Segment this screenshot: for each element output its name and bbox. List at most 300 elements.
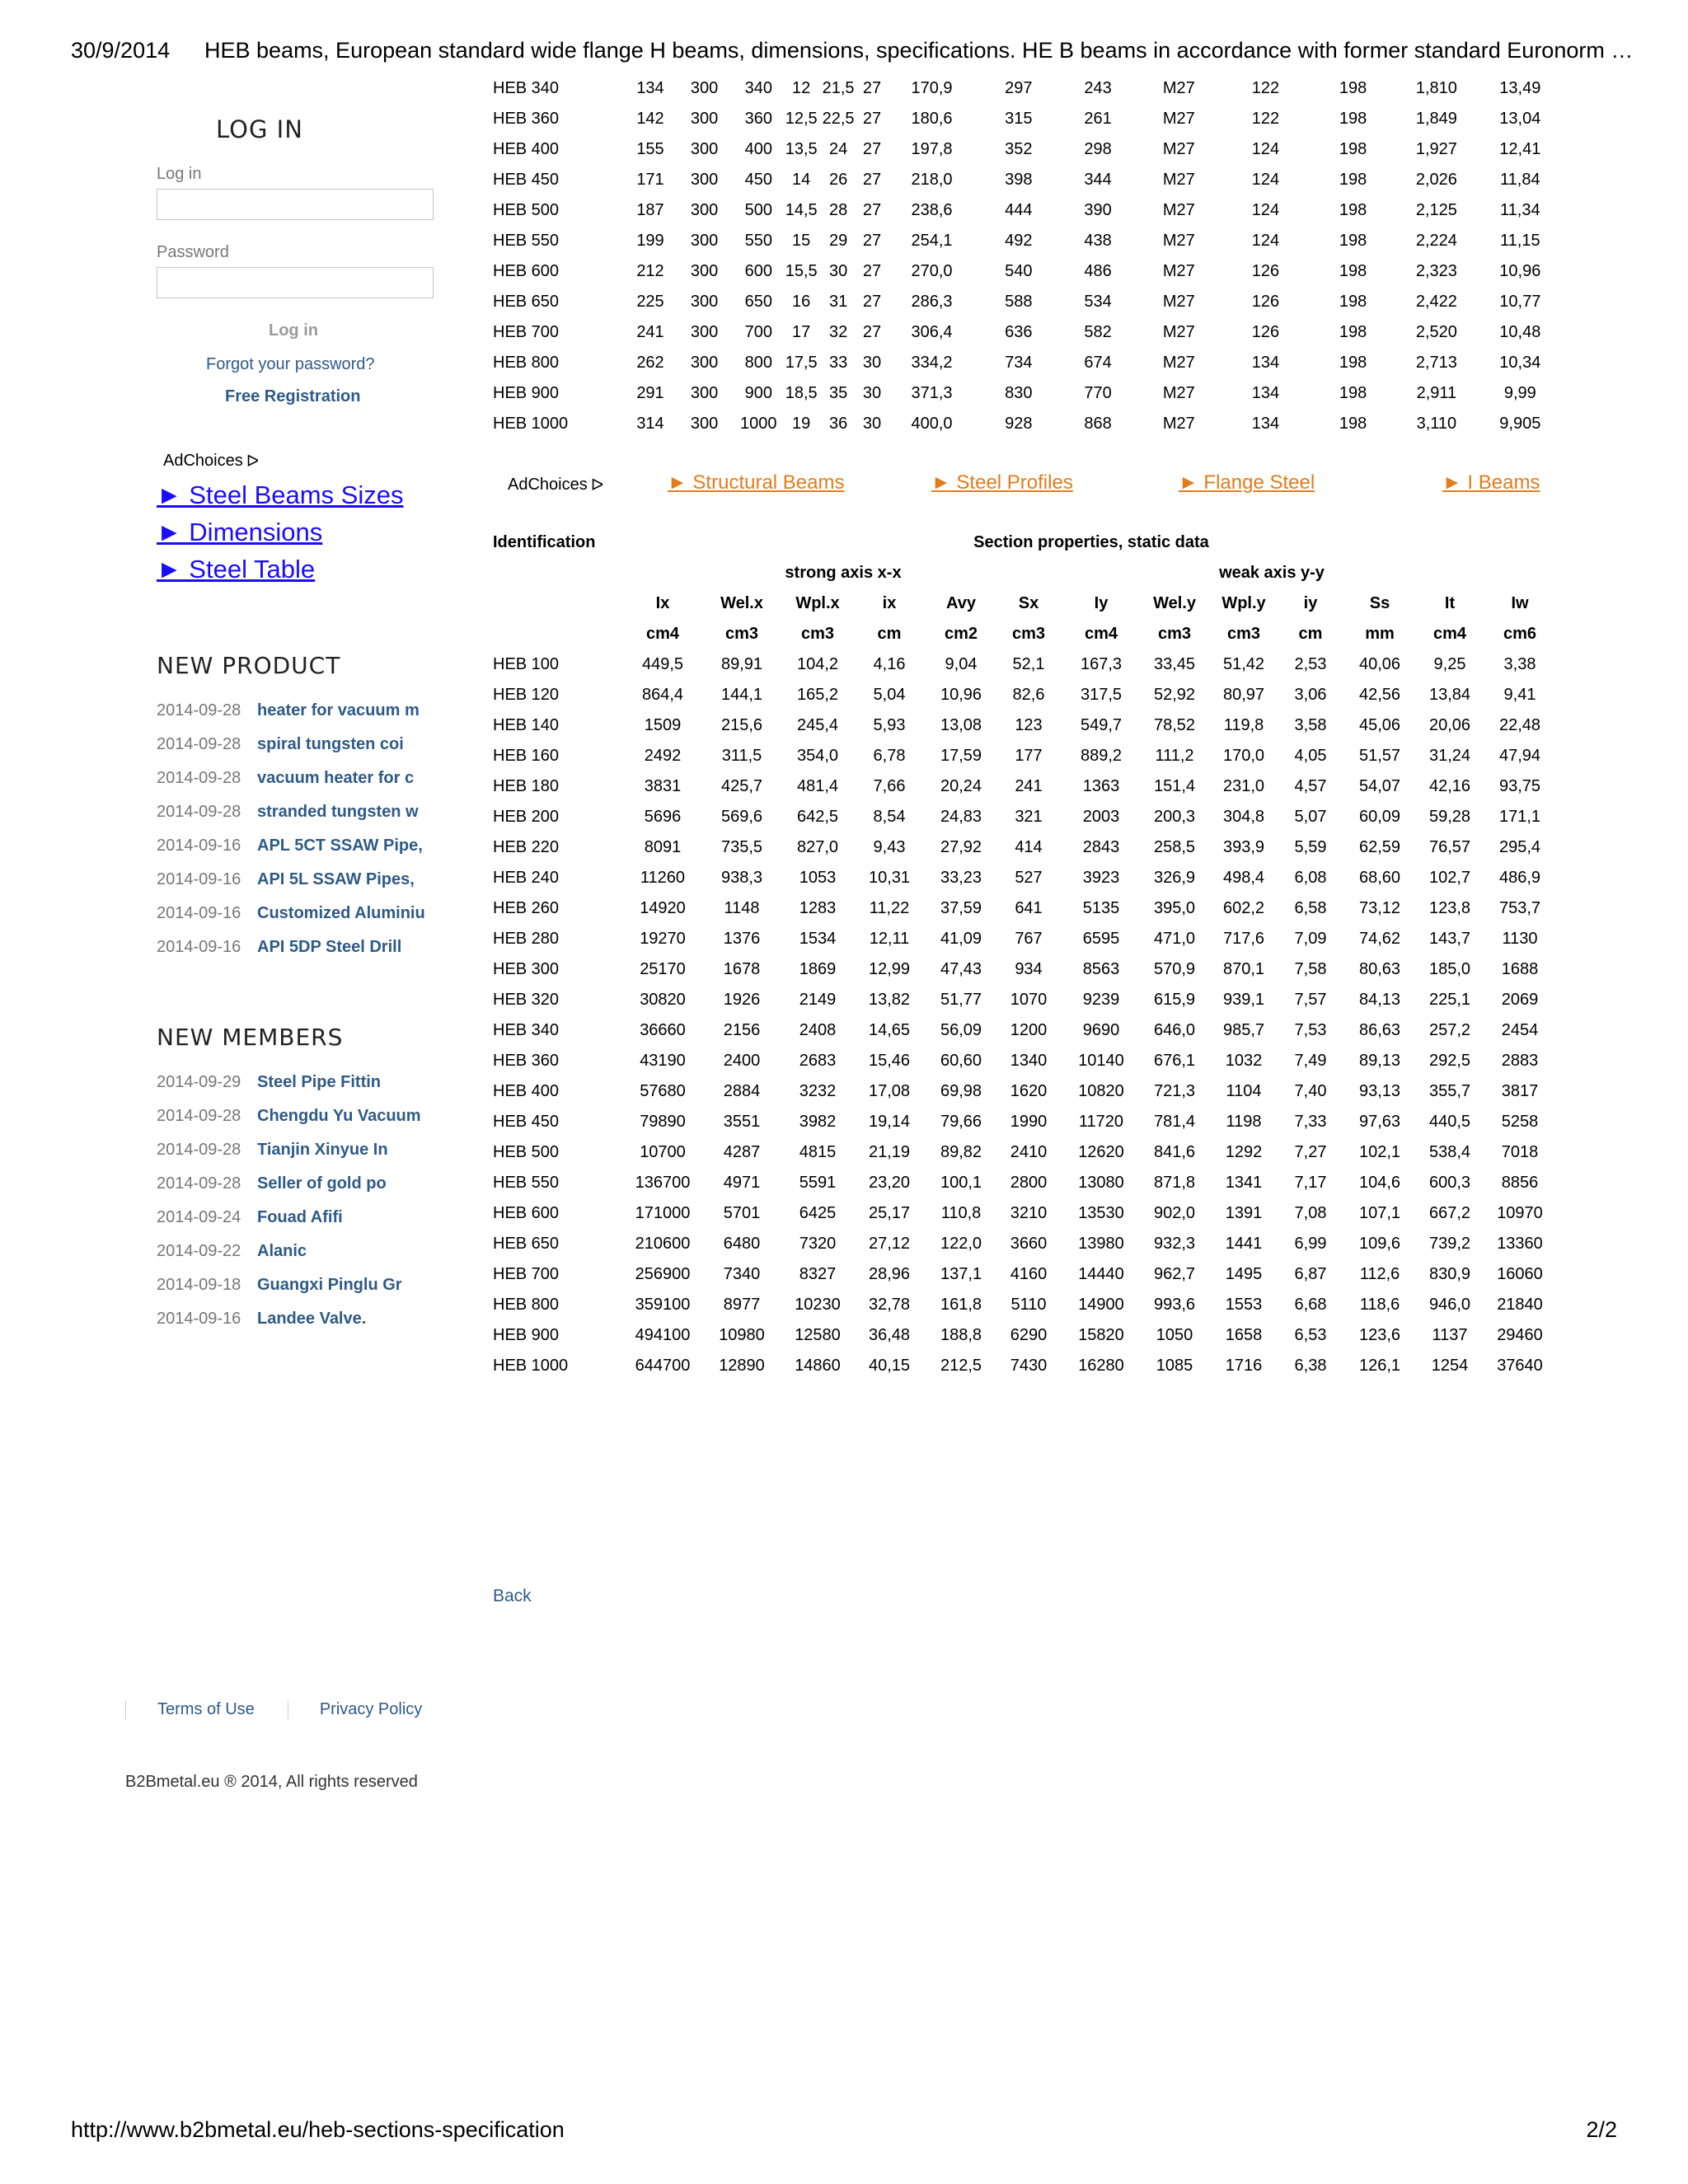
table-cell: 6,78 xyxy=(873,747,906,765)
section-name-cell: HEB 500 xyxy=(493,1143,560,1161)
table-cell: 3,38 xyxy=(1503,655,1536,673)
table-cell: 12580 xyxy=(795,1326,841,1344)
table-cell: 167,3 xyxy=(1080,655,1123,673)
table-cell: 5,07 xyxy=(1294,808,1327,826)
table-cell: 300 xyxy=(690,415,719,433)
table-cell: 5258 xyxy=(1501,1113,1539,1131)
table-cell: 7,53 xyxy=(1294,1021,1327,1039)
list-item xyxy=(157,1133,437,1167)
table-cell: 7018 xyxy=(1501,1143,1539,1161)
table-cell: 13530 xyxy=(1078,1204,1124,1222)
table-cell: 51,57 xyxy=(1358,747,1401,765)
table-row xyxy=(493,1137,1558,1168)
table-cell: 1376 xyxy=(723,930,761,948)
table-cell: 395,0 xyxy=(1153,899,1196,917)
section-name-cell: HEB 320 xyxy=(493,991,560,1009)
table-cell: 143,7 xyxy=(1428,930,1471,948)
news-title-link[interactable]: API 5L SSAW Pipes, xyxy=(257,870,415,888)
table-cell: 30 xyxy=(828,262,848,280)
table-cell: 79890 xyxy=(640,1113,686,1131)
section-name-cell: HEB 450 xyxy=(493,1113,560,1131)
table-cell: 3,06 xyxy=(1294,686,1327,704)
table-cell: 4971 xyxy=(723,1174,761,1192)
table-cell: 7,40 xyxy=(1294,1082,1327,1100)
ad-link-dimensions[interactable]: ► Dimensions xyxy=(157,518,323,546)
table-cell: 119,8 xyxy=(1223,716,1264,734)
table-cell: 7,58 xyxy=(1294,960,1327,978)
table-cell: 10700 xyxy=(640,1143,686,1161)
table-cell: 864,4 xyxy=(641,686,684,704)
table-cell: 36660 xyxy=(640,1021,686,1039)
forgot-password-link[interactable]: Forgot your password? xyxy=(206,355,375,373)
table-cell: 198 xyxy=(1339,171,1367,189)
table-cell: 124 xyxy=(1251,201,1280,219)
table-cell: 3660 xyxy=(1010,1235,1048,1253)
table-cell: 355,7 xyxy=(1428,1082,1471,1100)
table-cell: 69,98 xyxy=(940,1082,982,1100)
table-cell: 170,9 xyxy=(911,79,953,97)
news-title-link[interactable]: Landee Valve. xyxy=(257,1310,367,1328)
table-cell: 136700 xyxy=(635,1174,691,1192)
ad-link-i-beams[interactable]: ► I Beams xyxy=(1442,471,1540,494)
table-cell: 10820 xyxy=(1078,1082,1124,1100)
table-cell: 1688 xyxy=(1501,960,1539,978)
table-cell: 1441 xyxy=(1225,1235,1263,1253)
table-cell: 134 xyxy=(636,79,664,97)
table-cell: 642,5 xyxy=(796,808,839,826)
news-date: 2014-09-22 xyxy=(157,1242,241,1260)
table-cell: 257,2 xyxy=(1428,1021,1471,1039)
table-cell: 676,1 xyxy=(1153,1052,1196,1070)
weak-axis-header: weak axis y-y xyxy=(1219,564,1325,582)
news-title-link[interactable]: vacuum heater for c xyxy=(257,769,415,787)
adchoices-badge[interactable] xyxy=(163,451,259,471)
table-cell: 270,0 xyxy=(911,262,953,280)
table-cell: 13,82 xyxy=(868,991,911,1009)
column-unit: cm4 xyxy=(1084,625,1118,643)
section-name-cell: HEB 260 xyxy=(493,899,560,917)
table-cell: 10230 xyxy=(795,1296,841,1314)
table-cell: 5696 xyxy=(644,808,682,826)
table-cell: 258,5 xyxy=(1153,838,1196,856)
table-cell: 7,08 xyxy=(1294,1204,1327,1222)
table-cell: 9,41 xyxy=(1503,686,1536,704)
table-cell: 2454 xyxy=(1501,1021,1539,1039)
table-cell: 124 xyxy=(1251,232,1280,250)
table-cell: 3,110 xyxy=(1416,415,1457,433)
ad-link-structural-beams[interactable]: ► Structural Beams xyxy=(668,471,845,494)
column-unit: cm6 xyxy=(1503,625,1537,643)
news-title-link[interactable]: Tianjin Xinyue In xyxy=(257,1141,388,1159)
table-row xyxy=(493,710,1558,741)
table-cell: 24,83 xyxy=(940,808,982,826)
table-cell: 17,5 xyxy=(785,354,818,372)
table-cell: 9,99 xyxy=(1503,384,1536,402)
table-cell: 306,4 xyxy=(911,323,953,341)
news-title-link[interactable]: stranded tungsten w xyxy=(257,803,419,821)
news-title-link[interactable]: API 5DP Steel Drill xyxy=(257,938,402,956)
section-name-cell: HEB 120 xyxy=(493,686,560,704)
table-row xyxy=(493,348,1564,378)
table-cell: 1053 xyxy=(799,869,837,887)
print-date: 30/9/2014 xyxy=(71,38,171,63)
axis-header-row xyxy=(493,558,1558,588)
table-cell: M27 xyxy=(1162,262,1195,280)
table-cell: 498,4 xyxy=(1222,869,1265,887)
table-cell: 1,810 xyxy=(1415,79,1457,97)
table-cell: 47,94 xyxy=(1498,747,1541,765)
table-cell: 52,92 xyxy=(1153,686,1196,704)
table-cell: 6,99 xyxy=(1294,1235,1327,1253)
table-cell: 11,22 xyxy=(869,899,910,917)
table-cell: 1363 xyxy=(1082,777,1120,795)
column-symbol: Wpl.y xyxy=(1221,594,1266,612)
table-cell: 27 xyxy=(862,79,882,97)
table-cell: 4287 xyxy=(723,1143,761,1161)
table-cell: 212 xyxy=(636,262,664,280)
news-title-link[interactable]: Seller of gold po xyxy=(257,1174,387,1193)
table-cell: 54,07 xyxy=(1358,777,1401,795)
free-registration-link[interactable]: Free Registration xyxy=(225,387,361,405)
table-cell: 9239 xyxy=(1082,991,1120,1009)
table-cell: M27 xyxy=(1162,140,1195,158)
table-cell: 1926 xyxy=(723,991,761,1009)
table-cell: 1341 xyxy=(1225,1174,1263,1192)
table-cell: 486 xyxy=(1084,262,1112,280)
column-symbol: Iy xyxy=(1094,594,1109,612)
section-name-cell: HEB 340 xyxy=(493,1021,560,1039)
table-cell: 1000 xyxy=(740,415,777,433)
table-cell: 2800 xyxy=(1010,1174,1048,1192)
table-cell: 390 xyxy=(1084,201,1112,219)
table-cell: 344 xyxy=(1084,171,1112,189)
table-cell: 3551 xyxy=(723,1113,761,1131)
table-cell: 1104 xyxy=(1226,1082,1262,1100)
table-cell: 1553 xyxy=(1225,1296,1263,1314)
table-cell: 142 xyxy=(636,110,664,128)
table-row xyxy=(493,863,1558,893)
table-row xyxy=(493,73,1564,104)
table-cell: 9,43 xyxy=(873,838,906,856)
table-cell: 7,17 xyxy=(1294,1174,1327,1192)
table-cell: 123,6 xyxy=(1358,1326,1401,1344)
table-cell: 30820 xyxy=(640,991,686,1009)
table-row xyxy=(493,195,1564,226)
table-cell: 33,45 xyxy=(1153,655,1196,673)
table-cell: 5,59 xyxy=(1294,838,1327,856)
news-title-link[interactable]: Steel Pipe Fittin xyxy=(257,1073,382,1091)
new-product-title: NEW PRODUCT xyxy=(157,652,341,679)
table-cell: 124 xyxy=(1251,171,1280,189)
table-cell: 185,0 xyxy=(1428,960,1471,978)
news-title-link[interactable]: Guangxi Pinglu Gr xyxy=(257,1276,402,1294)
table-cell: 122 xyxy=(1251,79,1280,97)
dimensions-table xyxy=(493,73,1564,439)
news-title-link[interactable]: Customized Aluminiu xyxy=(257,904,425,922)
table-cell: 199 xyxy=(636,232,664,250)
table-cell: 300 xyxy=(690,232,719,250)
table-cell: 11260 xyxy=(640,869,686,887)
table-cell: 7,27 xyxy=(1294,1143,1327,1161)
table-cell: 326,9 xyxy=(1153,869,1196,887)
table-cell: 340 xyxy=(744,79,772,97)
table-cell: 2,53 xyxy=(1294,655,1327,673)
table-cell: 36 xyxy=(828,415,848,433)
table-cell: 2408 xyxy=(799,1021,837,1039)
section-name-cell: HEB 300 xyxy=(493,960,560,978)
table-cell: 1148 xyxy=(724,899,760,917)
privacy-policy-link[interactable]: Privacy Policy xyxy=(319,1700,423,1718)
table-cell: 1391 xyxy=(1225,1204,1263,1222)
footer-divider xyxy=(125,1701,126,1719)
table-cell: 9,905 xyxy=(1499,415,1541,433)
table-cell: 80,63 xyxy=(1358,960,1401,978)
table-cell: 23,20 xyxy=(868,1174,911,1192)
table-cell: M27 xyxy=(1162,415,1195,433)
table-cell: 928 xyxy=(1005,415,1033,433)
table-cell: 118,6 xyxy=(1359,1296,1400,1314)
table-cell: 6480 xyxy=(723,1235,761,1253)
table-cell: 126 xyxy=(1251,293,1280,311)
section-name-cell: HEB 1000 xyxy=(493,1357,569,1375)
table-cell: 27,92 xyxy=(940,838,982,856)
table-cell: 68,60 xyxy=(1358,869,1401,887)
table-cell: 717,6 xyxy=(1222,930,1265,948)
table-cell: 5,93 xyxy=(873,716,906,734)
table-cell: 2492 xyxy=(644,747,682,765)
section-name-cell: HEB 400 xyxy=(493,1082,560,1100)
list-item xyxy=(157,1201,437,1235)
table-row xyxy=(493,771,1558,802)
table-cell: 15820 xyxy=(1078,1326,1124,1344)
table-cell: 104,6 xyxy=(1358,1174,1401,1192)
table-cell: 215,6 xyxy=(720,716,763,734)
news-title-link[interactable]: Fouad Afifi xyxy=(257,1208,343,1226)
table-cell: 76,57 xyxy=(1428,838,1471,856)
table-cell: 13360 xyxy=(1497,1235,1543,1253)
ad-link-steel-table[interactable]: ► Steel Table xyxy=(157,555,316,583)
table-row xyxy=(493,226,1564,256)
table-cell: 11,34 xyxy=(1500,201,1540,219)
list-item xyxy=(157,897,437,930)
table-cell: 1085 xyxy=(1156,1357,1193,1375)
table-cell: 21840 xyxy=(1497,1296,1543,1314)
table-cell: 674 xyxy=(1084,354,1112,372)
table-cell: 1534 xyxy=(799,930,837,948)
table-cell: 6,38 xyxy=(1294,1357,1327,1375)
table-cell: 1292 xyxy=(1225,1143,1263,1161)
table-cell: 7,09 xyxy=(1294,930,1327,948)
table-cell: 321 xyxy=(1015,808,1043,826)
column-symbol: iy xyxy=(1303,594,1318,612)
login-title: LOG IN xyxy=(216,115,303,143)
footer-links xyxy=(125,1700,455,1719)
login-input[interactable] xyxy=(157,189,434,220)
table-row xyxy=(493,893,1558,924)
password-label: Password xyxy=(157,243,229,261)
news-title-link[interactable]: APL 5CT SSAW Pipe, xyxy=(257,837,423,855)
table-cell: 56,09 xyxy=(940,1021,982,1039)
table-cell: 902,0 xyxy=(1153,1204,1196,1222)
table-cell: 2069 xyxy=(1501,991,1539,1009)
back-link[interactable]: Back xyxy=(493,1586,532,1605)
news-title-link[interactable]: heater for vacuum m xyxy=(257,701,420,719)
news-title-link[interactable]: spiral tungsten coi xyxy=(257,735,404,753)
table-cell: 37,59 xyxy=(940,899,982,917)
table-cell: 3923 xyxy=(1082,869,1120,887)
table-cell: 314 xyxy=(636,415,664,433)
table-cell: 123,8 xyxy=(1428,899,1471,917)
table-cell: 13,04 xyxy=(1499,110,1541,128)
table-cell: 11,15 xyxy=(1500,232,1540,250)
table-cell: 13,08 xyxy=(940,716,982,734)
ad-link-steel-beams-sizes[interactable]: ► Steel Beams Sizes xyxy=(157,480,404,509)
table-cell: 471,0 xyxy=(1153,930,1196,948)
table-cell: 41,09 xyxy=(940,930,982,948)
table-cell: 13,84 xyxy=(1428,686,1471,704)
table-cell: 26 xyxy=(828,171,848,189)
table-cell: 3232 xyxy=(799,1082,837,1100)
section-name-cell: HEB 450 xyxy=(493,171,560,189)
table-cell: 104,2 xyxy=(796,655,839,673)
news-date: 2014-09-28 xyxy=(157,735,241,753)
table-cell: 2156 xyxy=(723,1021,761,1039)
table-cell: 352 xyxy=(1005,140,1033,158)
table-cell: 295,4 xyxy=(1498,838,1541,856)
table-cell: 60,09 xyxy=(1358,808,1401,826)
table-cell: 19 xyxy=(792,415,811,433)
section-name-cell: HEB 220 xyxy=(493,838,560,856)
news-title-link[interactable]: Alanic xyxy=(257,1242,307,1260)
list-item xyxy=(157,1066,437,1099)
table-cell: 300 xyxy=(690,79,719,97)
section-name-cell: HEB 600 xyxy=(493,1204,560,1222)
table-cell: M27 xyxy=(1162,201,1195,219)
table-cell: 198 xyxy=(1339,323,1367,341)
table-cell: 171,1 xyxy=(1498,808,1541,826)
table-cell: M27 xyxy=(1162,293,1195,311)
table-cell: 582 xyxy=(1084,323,1112,341)
table-cell: 2884 xyxy=(723,1082,761,1100)
column-unit: cm xyxy=(877,625,902,643)
table-cell: 89,82 xyxy=(940,1143,982,1161)
ad-link-flange-steel[interactable]: ► Flange Steel xyxy=(1179,471,1315,494)
table-cell: 218,0 xyxy=(911,171,953,189)
login-button[interactable]: Log in xyxy=(269,321,318,340)
table-cell: 1869 xyxy=(799,960,837,978)
table-cell: 126,1 xyxy=(1358,1357,1401,1375)
table-cell: 16280 xyxy=(1078,1357,1124,1375)
column-symbol: Avy xyxy=(946,594,976,612)
column-symbol: Wpl.x xyxy=(795,594,840,612)
table-cell: 450 xyxy=(744,171,772,189)
table-row xyxy=(493,985,1558,1015)
table-cell: 29460 xyxy=(1497,1326,1543,1344)
table-cell: 16060 xyxy=(1497,1265,1543,1283)
table-cell: 89,13 xyxy=(1358,1052,1401,1070)
section-name-cell: HEB 500 xyxy=(493,201,560,219)
table-cell: 245,4 xyxy=(796,716,839,734)
table-cell: 126 xyxy=(1251,323,1280,341)
table-cell: 198 xyxy=(1339,79,1367,97)
table-cell: 6290 xyxy=(1010,1326,1048,1344)
table-cell: 155 xyxy=(636,140,664,158)
section-name-cell: HEB 550 xyxy=(493,232,560,250)
table-cell: 84,13 xyxy=(1358,991,1401,1009)
table-cell: 334,2 xyxy=(911,354,953,372)
table-cell: 1340 xyxy=(1010,1052,1048,1070)
table-cell: 93,75 xyxy=(1498,777,1541,795)
table-cell: 25170 xyxy=(640,960,686,978)
ad-link-steel-profiles[interactable]: ► Steel Profiles xyxy=(931,471,1073,494)
table-cell: 6,53 xyxy=(1294,1326,1327,1344)
table-cell: 43190 xyxy=(640,1052,686,1070)
table-cell: 588 xyxy=(1005,293,1033,311)
identification-header: Identification xyxy=(493,533,596,551)
table-cell: 549,7 xyxy=(1080,716,1123,734)
column-symbol: Sx xyxy=(1018,594,1039,612)
table-cell: 5110 xyxy=(1010,1296,1047,1314)
news-date: 2014-09-28 xyxy=(157,1107,241,1125)
table-cell: 19,14 xyxy=(868,1113,911,1131)
table-cell: 2,224 xyxy=(1415,232,1457,250)
table-cell: 7,57 xyxy=(1294,991,1327,1009)
table-cell: 200,3 xyxy=(1153,808,1196,826)
table-cell: 830,9 xyxy=(1428,1265,1471,1283)
section-name-cell: HEB 140 xyxy=(493,716,560,734)
ad-bar xyxy=(493,471,1564,501)
section-name-cell: HEB 700 xyxy=(493,1265,560,1283)
table-cell: 481,4 xyxy=(796,777,839,795)
table-cell: M27 xyxy=(1162,354,1195,372)
table-cell: 134 xyxy=(1251,354,1280,372)
adchoices-icon: ᐅ xyxy=(246,452,260,471)
table-cell: 700 xyxy=(744,323,772,341)
table-cell: 444 xyxy=(1005,201,1033,219)
table-cell: 2843 xyxy=(1082,838,1120,856)
table-cell: 14 xyxy=(792,171,811,189)
table-cell: 21,19 xyxy=(868,1143,911,1161)
section-name-cell: HEB 400 xyxy=(493,140,560,158)
table-cell: 4,16 xyxy=(873,655,906,673)
news-date: 2014-09-28 xyxy=(157,701,241,719)
table-cell: 111,2 xyxy=(1155,747,1194,765)
table-cell: 2,911 xyxy=(1416,384,1457,402)
table-row xyxy=(493,256,1564,287)
news-date: 2014-09-24 xyxy=(157,1208,241,1226)
table-cell: 354,0 xyxy=(796,747,839,765)
adchoices-badge[interactable] xyxy=(508,475,603,495)
table-cell: 300 xyxy=(690,110,719,128)
table-cell: 137,1 xyxy=(940,1265,982,1283)
terms-of-use-link[interactable]: Terms of Use xyxy=(157,1700,255,1718)
table-cell: 122 xyxy=(1251,110,1280,128)
password-input[interactable] xyxy=(157,267,434,298)
table-cell: 15,46 xyxy=(868,1052,911,1070)
table-cell: 721,3 xyxy=(1153,1082,1196,1100)
news-title-link[interactable]: Chengdu Yu Vacuum xyxy=(257,1107,421,1125)
table-cell: 641 xyxy=(1015,899,1043,917)
table-cell: 12,41 xyxy=(1499,140,1541,158)
table-cell: 198 xyxy=(1339,110,1367,128)
section-name-cell: HEB 100 xyxy=(493,655,560,673)
table-cell: 198 xyxy=(1339,140,1367,158)
table-cell: 1050 xyxy=(1156,1326,1193,1344)
table-cell: 889,2 xyxy=(1080,747,1123,765)
table-cell: 5135 xyxy=(1082,899,1120,917)
table-cell: 262 xyxy=(636,354,664,372)
table-cell: 170,0 xyxy=(1222,747,1265,765)
